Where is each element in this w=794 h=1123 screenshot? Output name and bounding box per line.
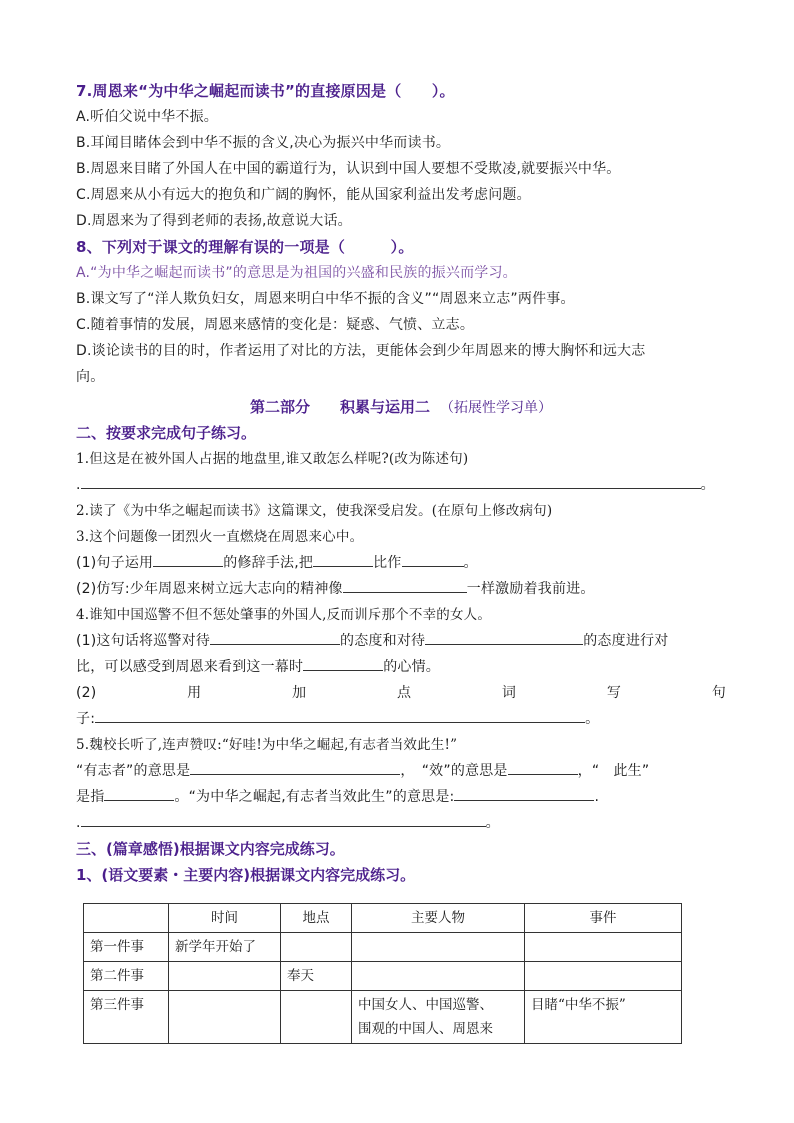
sec2-item3-2: (2)仿写:少年周恩来树立远大志向的精神像 一样激励着我前进。 bbox=[76, 576, 726, 602]
imitation-blank[interactable] bbox=[343, 577, 467, 593]
part2-subtitle: （拓展性学习单） bbox=[440, 400, 552, 416]
table-cell: 奉天 bbox=[281, 962, 352, 991]
q7-option-b2: B.周恩来目睹了外国人在中国的霸道行为，认识到中国人要想不受欺凌,就要振兴中华。 bbox=[76, 161, 621, 177]
attitude-blank-1[interactable] bbox=[210, 629, 340, 645]
youzhizhe-blank[interactable] bbox=[190, 759, 400, 775]
table-cell[interactable] bbox=[281, 933, 352, 962]
table-cell[interactable] bbox=[352, 933, 525, 962]
sentence-blank[interactable] bbox=[95, 707, 585, 723]
q8-option-a: A.“为中华之崛起而读书”的意思是为祖国的兴盛和民族的振兴而学习。 bbox=[76, 265, 517, 281]
q8-option-d-cont: 向。 bbox=[76, 369, 105, 385]
sec2-item4-2: (2) 用 加 点 词 写 句 bbox=[76, 685, 726, 701]
part2-heading bbox=[76, 394, 726, 420]
xiao-blank[interactable] bbox=[508, 759, 578, 775]
table-cell: 目睹“中华不振” bbox=[525, 991, 682, 1044]
sec2-item4-1-cont: 比，可以感受到周恩来看到这一幕时 的心情。 bbox=[76, 654, 726, 680]
table-header-place: 地点 bbox=[281, 904, 352, 933]
sec2-item5-2: 是指 。“为中华之崛起,有志者当效此生”的意思是: . bbox=[76, 784, 726, 810]
q8-option-b: B.课文写了“洋人欺负妇女，周恩来明白中华不振的含义”“周恩来立志”两件事。 bbox=[76, 291, 575, 307]
table-header-event: 事件 bbox=[525, 904, 682, 933]
sec2-item2: 2.读了《为中华之崛起而读书》这篇课文，使我深受启发。(在原句上修改病句) bbox=[76, 503, 553, 519]
sec2-item1: 1.但这是在被外国人占据的地盘里,谁又敢怎么样呢?(改为陈述句) bbox=[76, 451, 469, 467]
sec2-item4-1: (1)这句话将巡警对待 的态度和对待 的态度进行对 bbox=[76, 628, 726, 654]
table-cell: 第二件事 bbox=[84, 962, 169, 991]
sec2-title: 二、按要求完成句子练习。 bbox=[76, 424, 257, 442]
table-row bbox=[84, 933, 682, 962]
q8-option-d: D.谈论读书的目的时，作者运用了对比的方法，更能体会到少年周恩来的博大胸怀和远大志 bbox=[76, 343, 646, 359]
meaning-blank-cont[interactable] bbox=[81, 811, 486, 827]
table-cell[interactable] bbox=[169, 991, 281, 1044]
table-header-time: 时间 bbox=[169, 904, 281, 933]
q7-option-d: D.周恩来为了得到老师的表扬,故意说大话。 bbox=[76, 213, 352, 229]
table-row bbox=[84, 991, 682, 1044]
worksheet-page bbox=[76, 78, 726, 888]
answer-blank[interactable] bbox=[81, 473, 701, 489]
table-cell: 新学年开始了 bbox=[169, 933, 281, 962]
events-table bbox=[83, 903, 682, 1044]
metaphor-blank[interactable] bbox=[402, 551, 464, 567]
q7-option-a: A.听伯父说中华不振。 bbox=[76, 109, 218, 125]
q7-option-b1: B.耳闻目睹体会到中华不振的含义,决心为振兴中华而读书。 bbox=[76, 135, 451, 151]
table-cell[interactable] bbox=[525, 933, 682, 962]
q8-option-c: C.随着事情的发展，周恩来感情的变化是：疑惑、气愤、立志。 bbox=[76, 317, 475, 333]
q8-stem: 8、下列对于课文的理解有误的一项是（ ）。 bbox=[76, 238, 414, 256]
table-cell[interactable] bbox=[525, 962, 682, 991]
sec2-item4: 4.谁知中国巡警不但不惩处肇事的外国人,反而训斥那个不幸的女人。 bbox=[76, 607, 492, 623]
sec2-item5-1: “有志者”的意思是 ， “效”的意思是 ，“ 此生” bbox=[76, 758, 726, 784]
meaning-blank[interactable] bbox=[454, 785, 594, 801]
part2-title: 第二部分 积累与运用二 bbox=[249, 398, 430, 416]
cisheng-blank[interactable] bbox=[104, 785, 174, 801]
table-header-cell bbox=[84, 904, 169, 933]
sec2-item4-2-cont: 子: 。 bbox=[76, 706, 726, 732]
sec2-item5: 5.魏校长听了,连声赞叹:“好哇!为中华之崛起,有志者当效此生!” bbox=[76, 737, 458, 753]
sec3-subtitle: 1、(语文要素・主要内容)根据课文内容完成练习。 bbox=[76, 866, 416, 884]
sec2-item3-1: (1)句子运用 的修辞手法,把 比作 。 bbox=[76, 550, 726, 576]
feeling-blank[interactable] bbox=[303, 655, 383, 671]
attitude-blank-2[interactable] bbox=[425, 629, 583, 645]
sec2-item5-3: . 。 bbox=[76, 810, 726, 836]
object-blank[interactable] bbox=[313, 551, 373, 567]
q7-stem: 7.周恩来“为中华之崛起而读书”的直接原因是（ ）。 bbox=[76, 82, 455, 100]
table-cell[interactable] bbox=[281, 991, 352, 1044]
table-cell: 第三件事 bbox=[84, 991, 169, 1044]
table-cell[interactable] bbox=[352, 962, 525, 991]
rhetoric-blank[interactable] bbox=[153, 551, 223, 567]
q7-option-c: C.周恩来从小有远大的抱负和广阔的胸怀，能从国家利益出发考虑问题。 bbox=[76, 187, 531, 203]
table-header-row bbox=[84, 904, 682, 933]
table-row bbox=[84, 962, 682, 991]
table-cell[interactable] bbox=[169, 962, 281, 991]
sec2-item1-answer[interactable]: . 。 bbox=[76, 472, 726, 498]
table-cell: 中国女人、中国巡警、 围观的中国人、周恩来 bbox=[352, 991, 525, 1044]
table-cell: 第一件事 bbox=[84, 933, 169, 962]
sec3-title: 三、(篇章感悟)根据课文内容完成练习。 bbox=[76, 840, 345, 858]
sec2-item3: 3.这个问题像一团烈火一直燃烧在周恩来心中。 bbox=[76, 529, 364, 545]
table-header-people: 主要人物 bbox=[352, 904, 525, 933]
